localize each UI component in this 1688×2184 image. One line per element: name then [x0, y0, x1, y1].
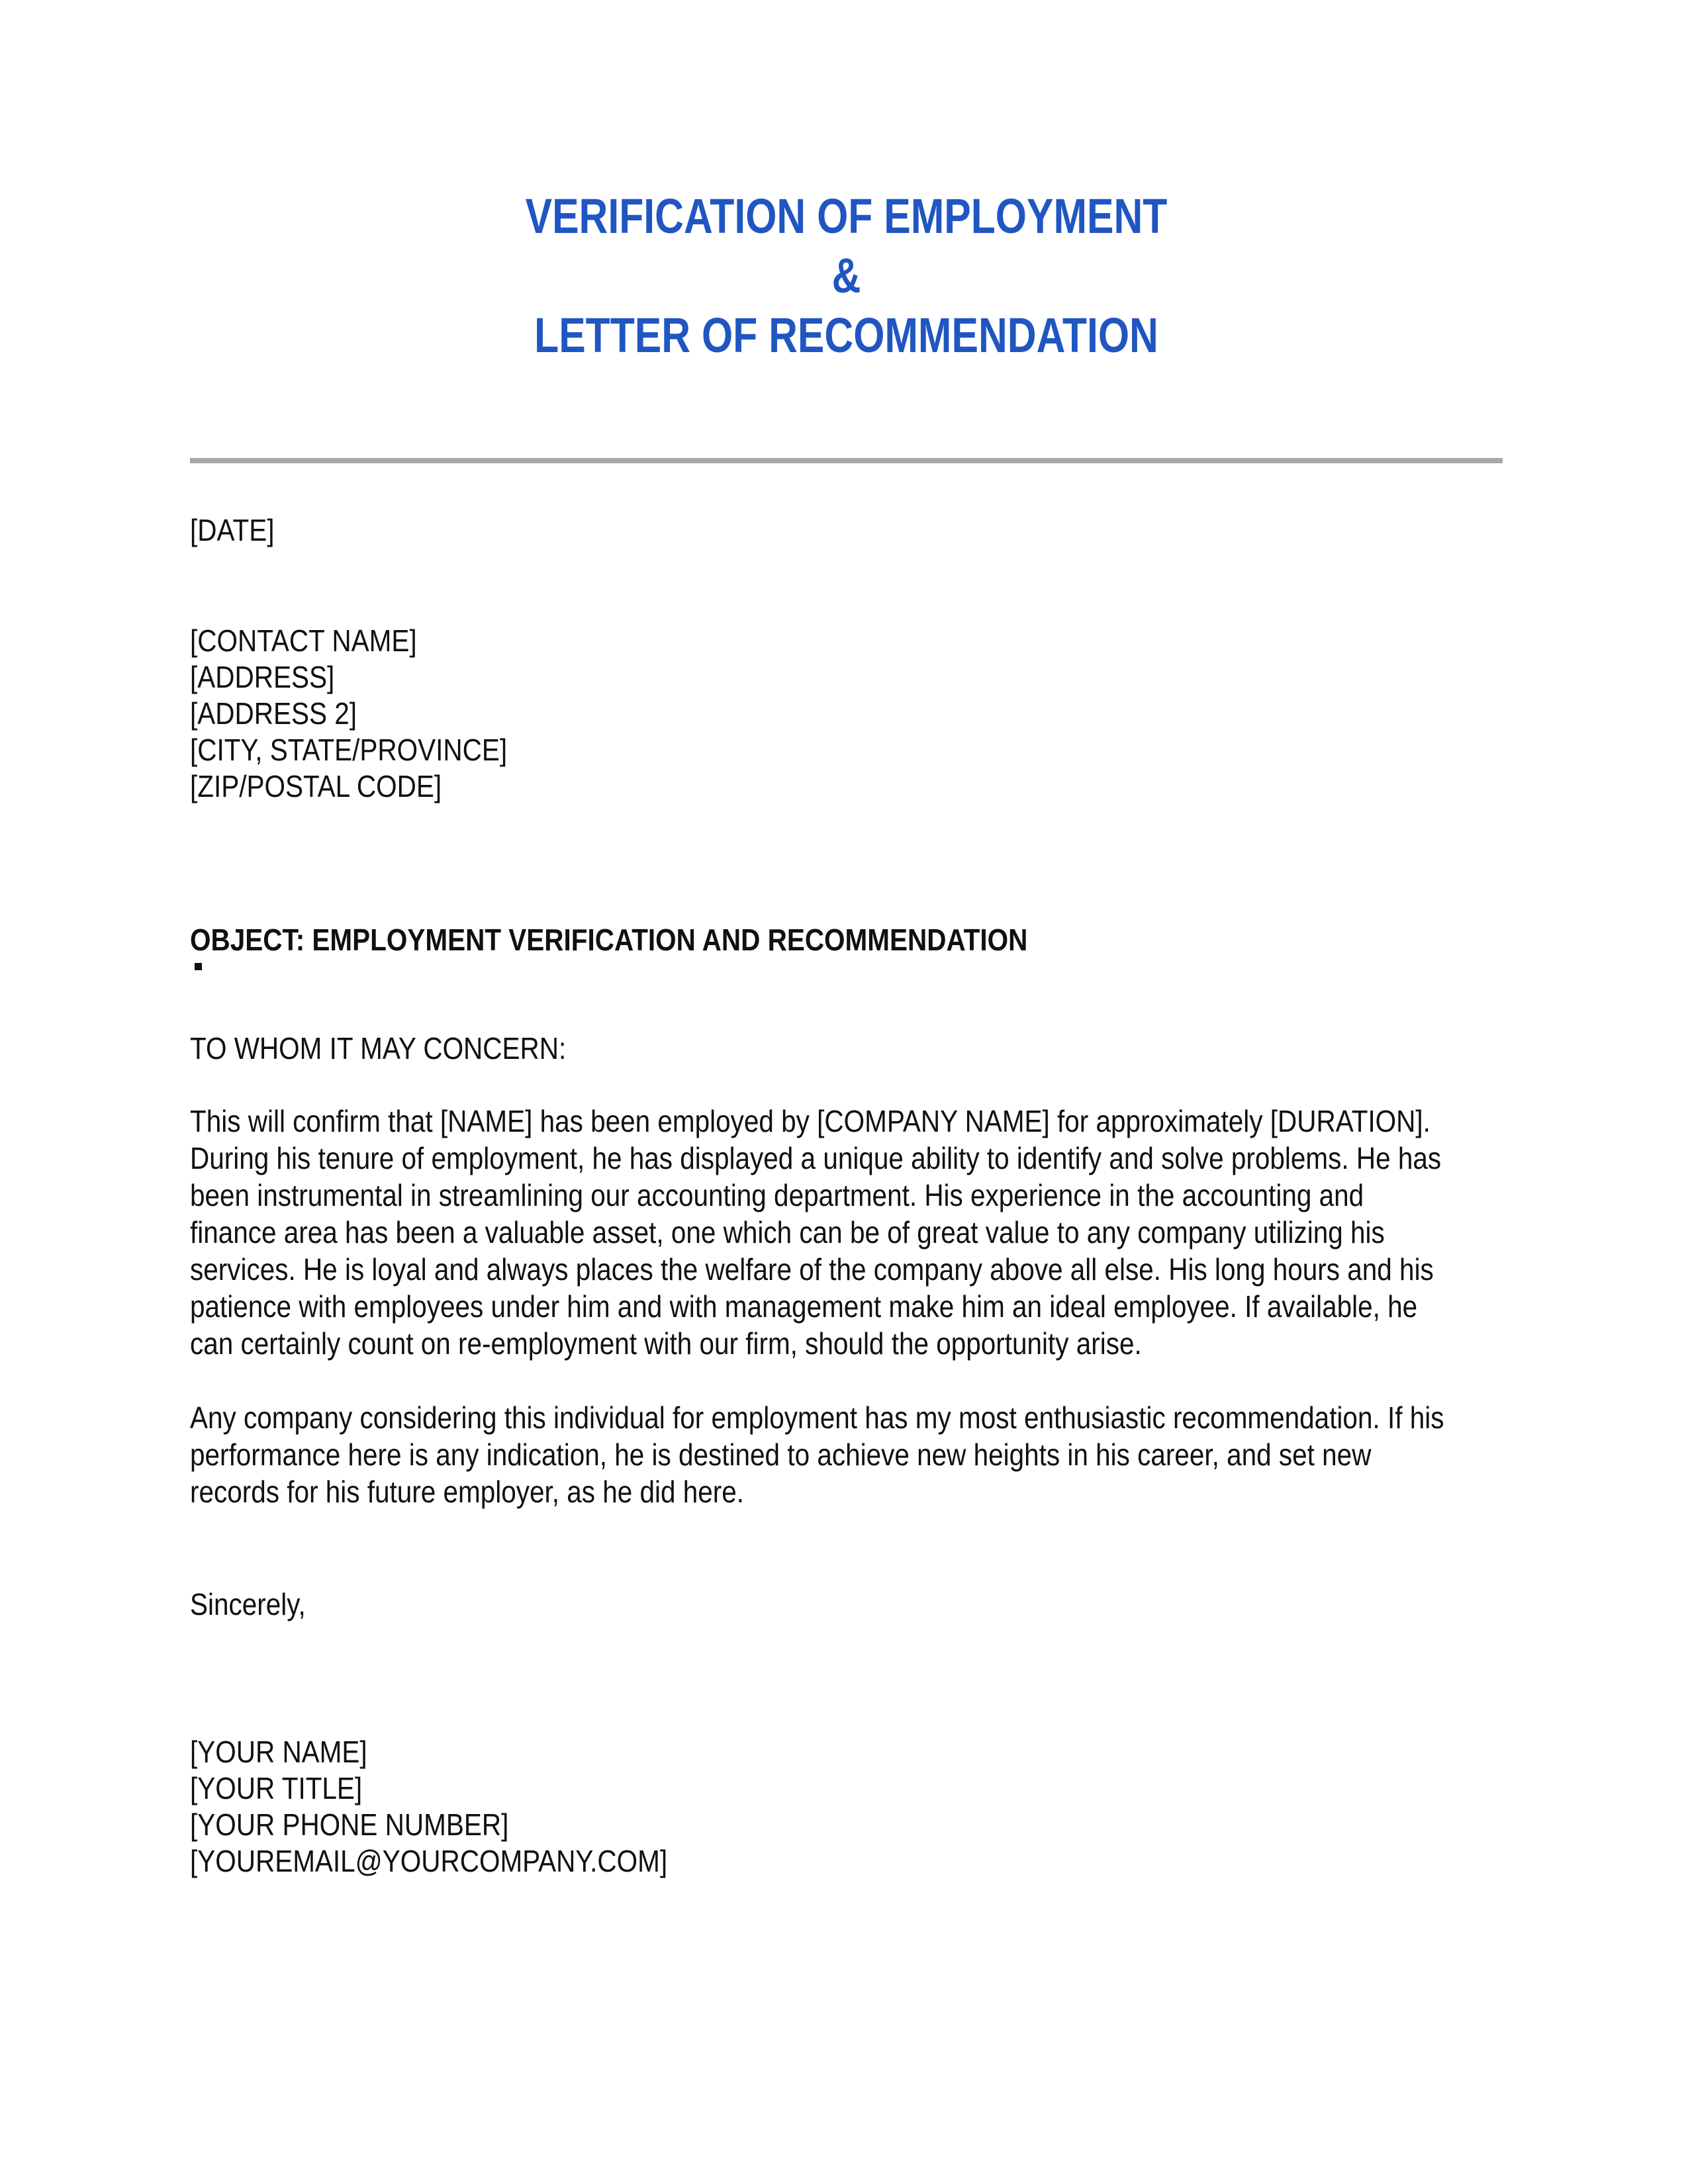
subject-line: OBJECT: EMPLOYMENT VERIFICATION AND RECOMMENDATION — [190, 923, 1028, 957]
closing-block — [190, 1586, 1503, 1623]
salutation: TO WHOM IT MAY CONCERN: — [190, 1031, 567, 1066]
body-line: can certainly count on re-employment with our firm, should the opportunity arise. — [190, 1326, 1142, 1361]
body-paragraph-1 — [190, 1103, 1503, 1362]
signature-phone: [YOUR PHONE NUMBER] — [190, 1807, 509, 1842]
body-line: During his tenure of employment, he has displayed a unique ability to identify and solve problems. He has — [190, 1141, 1442, 1175]
body-line: been instrumental in streamlining our accounting department. His experience in the accounting and — [190, 1178, 1364, 1212]
subject-line-block — [190, 921, 1503, 958]
body-line: services. He is loyal and always places the welfare of the company above all else. His long hours and his — [190, 1252, 1434, 1287]
recipient-address-block — [190, 623, 1503, 805]
document-title — [190, 187, 1503, 365]
body-line: finance area has been a valuable asset, one which can be of great value to any company utilizing his — [190, 1215, 1385, 1250]
closing-text: Sincerely, — [190, 1587, 306, 1621]
divider-rule — [190, 458, 1503, 463]
body-line: This will confirm that [NAME] has been employed by [COMPANY NAME] for approximately [DURATION]. — [190, 1104, 1430, 1138]
recipient-address-2: [ADDRESS 2] — [190, 696, 357, 731]
title-line-2: LETTER OF RECOMMENDATION — [534, 308, 1158, 363]
date-block — [190, 512, 1503, 549]
signature-block — [190, 1734, 1503, 1880]
recipient-zip-code: [ZIP/POSTAL CODE] — [190, 769, 442, 803]
recipient-contact-name: [CONTACT NAME] — [190, 623, 417, 658]
recipient-address: [ADDRESS] — [190, 660, 335, 694]
signature-title: [YOUR TITLE] — [190, 1771, 363, 1805]
signature-name: [YOUR NAME] — [190, 1735, 367, 1769]
square-bullet-mark — [195, 963, 202, 970]
date-placeholder: [DATE] — [190, 513, 275, 547]
title-line-1: VERIFICATION OF EMPLOYMENT — [525, 189, 1168, 244]
body-paragraph-2 — [190, 1399, 1503, 1510]
title-ampersand: & — [831, 248, 861, 303]
salutation-block — [190, 1030, 1503, 1067]
body-line: records for his future employer, as he did here. — [190, 1475, 745, 1509]
body-line: performance here is any indication, he is destined to achieve new heights in his career, and set new — [190, 1437, 1372, 1472]
signature-email: [YOUREMAIL@YOURCOMPANY.COM] — [190, 1844, 668, 1878]
body-line: Any company considering this individual for employment has my most enthusiastic recommendation. If his — [190, 1400, 1444, 1435]
recipient-city-state: [CITY, STATE/PROVINCE] — [190, 733, 508, 767]
body-line: patience with employees under him and with management make him an ideal employee. If available, he — [190, 1289, 1418, 1324]
